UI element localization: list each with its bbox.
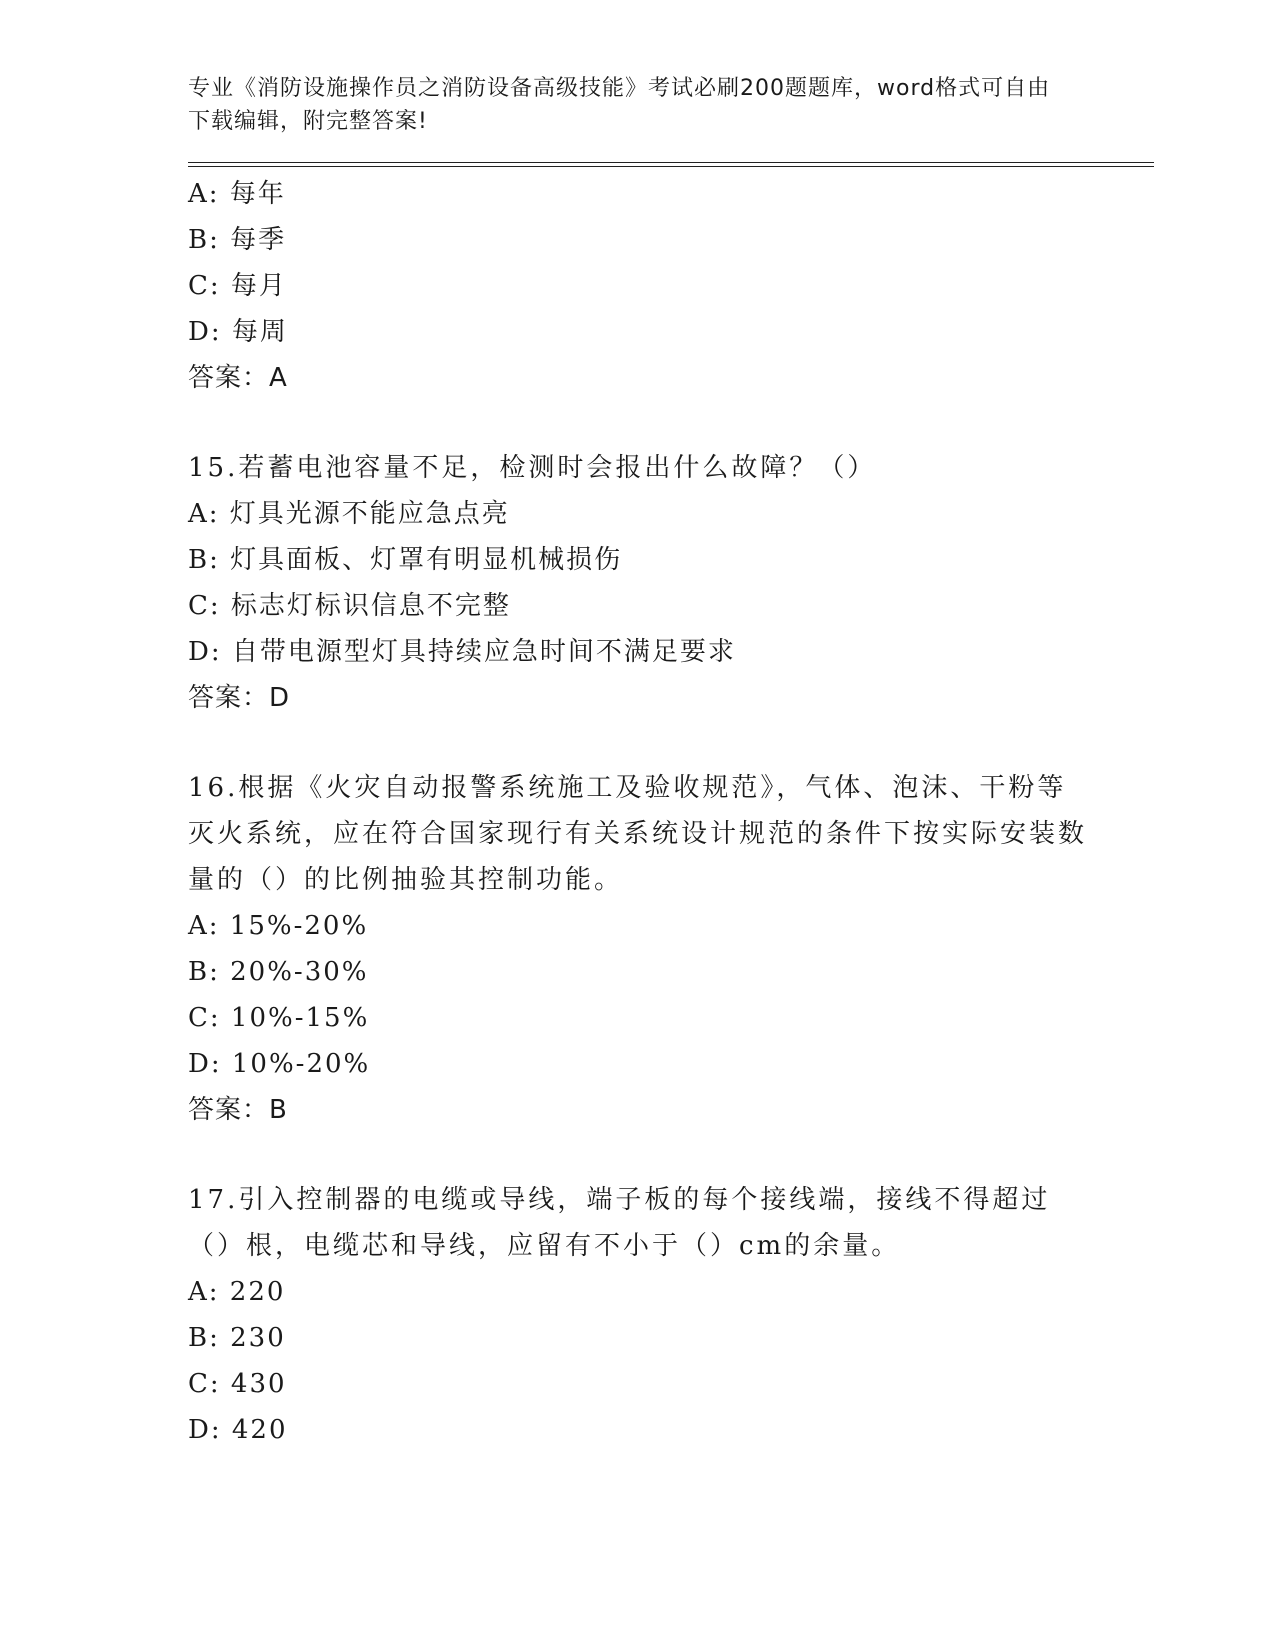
option-c: C: 标志灯标识信息不完整 xyxy=(188,591,511,621)
answer-line: 答案：A xyxy=(188,363,288,393)
header-divider xyxy=(188,162,1154,167)
answer-line: 答案：D xyxy=(188,683,291,713)
option-a: A: 每年 xyxy=(188,179,286,209)
question-block-14 xyxy=(188,171,1148,401)
option-b: B: 20%-30% xyxy=(188,957,369,987)
question-text: 16.根据《火灾自动报警系统施工及验收规范》，气体、泡沫、干粉等灭火系统，应在符合国家现行有关系统设计规范的条件下按实际安装数量的（）的比例抽验其控制功能。 xyxy=(188,773,1088,895)
option-a: A: 220 xyxy=(188,1277,286,1307)
option-c: C: 每月 xyxy=(188,271,287,301)
answer-line: 答案：B xyxy=(188,1095,288,1125)
option-a: A: 灯具光源不能应急点亮 xyxy=(188,499,510,529)
option-d: D: 10%-20% xyxy=(188,1049,371,1079)
option-d: D: 每周 xyxy=(188,317,288,347)
option-b: B: 灯具面板、灯罩有明显机械损伤 xyxy=(188,545,623,575)
question-block-15 xyxy=(188,445,1148,721)
option-c: C: 430 xyxy=(188,1369,287,1399)
question-block-17 xyxy=(188,1177,1148,1453)
option-b: B: 230 xyxy=(188,1323,286,1353)
document-header: 专业《消防设施操作员之消防设备高级技能》考试必刷200题题库，word格式可自由下载编辑，附完整答案! xyxy=(188,76,1051,134)
question-text: 17.引入控制器的电缆或导线，端子板的每个接线端，接线不得超过（）根，电缆芯和导线，应留有不小于（）cm的余量。 xyxy=(188,1185,1051,1261)
option-a: A: 15%-20% xyxy=(188,911,369,941)
option-d: D: 自带电源型灯具持续应急时间不满足要求 xyxy=(188,637,736,667)
question-text: 15.若蓄电池容量不足，检测时会报出什么故障？（） xyxy=(188,453,877,483)
option-b: B: 每季 xyxy=(188,225,287,255)
document-page xyxy=(188,72,1148,1453)
question-block-16 xyxy=(188,765,1148,1133)
option-c: C: 10%-15% xyxy=(188,1003,370,1033)
option-d: D: 420 xyxy=(188,1415,288,1445)
